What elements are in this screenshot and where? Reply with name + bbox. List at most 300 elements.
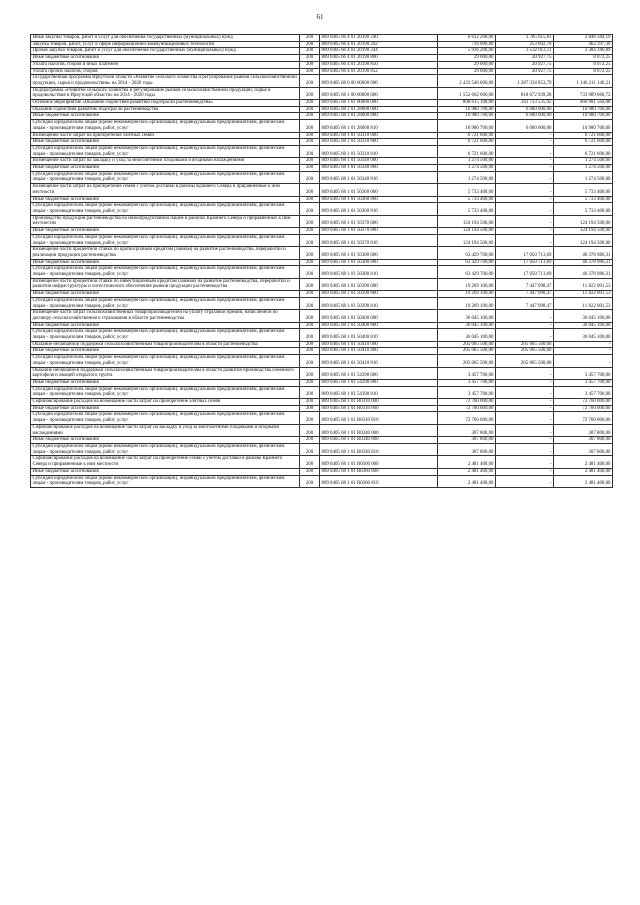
- approved-budget-cell: 72 760 000,00: [438, 399, 496, 406]
- line-code-cell: 200: [300, 456, 320, 468]
- line-code-cell: 200: [300, 234, 320, 246]
- expense-name-cell: Субсидии юридическим лицам (кроме некоммерческих организаций), индивидуальным предпринимателям, физическим лицам - производителям товаров, работ, услуг: [31, 203, 300, 215]
- expense-name-cell: Оказание содействия развитию подотрасли растениеводства: [31, 106, 300, 113]
- executed-amount-cell: 3 532 013,11: [496, 48, 554, 55]
- approved-budget-cell: 29 000,00: [438, 55, 496, 62]
- approved-budget-cell: 307 800,00: [438, 444, 496, 456]
- budget-execution-table: [30, 34, 613, 488]
- executed-amount-cell: -: [496, 412, 554, 424]
- table-row: [31, 48, 613, 55]
- approved-budget-cell: 3 457 700,00: [438, 379, 496, 386]
- budget-classification-code-cell: 809 0405 68 1 01 50370 800: [320, 228, 438, 235]
- approved-budget-cell: 29 000,00: [438, 61, 496, 68]
- expense-name-cell: Основное мероприятие «Оказание содействия развитию подотрасли растениеводства»: [31, 100, 300, 107]
- line-code-cell: 200: [300, 61, 320, 68]
- table-row: [31, 367, 613, 379]
- budget-classification-code-cell: 809 0405 68 1 01 R0340 000: [320, 424, 438, 436]
- executed-amount-cell: 20 927,75: [496, 55, 554, 62]
- table-row: [31, 184, 613, 196]
- table-row: [31, 379, 613, 386]
- executed-amount-cell: -: [496, 234, 554, 246]
- executed-amount-cell: 6 000 000,00: [496, 113, 554, 120]
- budget-classification-code-cell: 809 0405 68 1 01 50310 000: [320, 132, 438, 139]
- approved-budget-cell: 72 760 000,00: [438, 412, 496, 424]
- executed-amount-cell: -: [496, 437, 554, 444]
- expense-name-cell: Иные бюджетные ассигнования: [31, 437, 300, 444]
- budget-classification-code-cell: 809 0405 66 4 01 20190 852: [320, 68, 438, 75]
- executed-amount-cell: -: [496, 444, 554, 456]
- approved-budget-cell: 16 980 700,00: [438, 113, 496, 120]
- table-row: [31, 412, 613, 424]
- line-code-cell: 200: [300, 329, 320, 341]
- unexecuted-amount-cell: 6 721 600,00: [554, 132, 613, 139]
- executed-amount-cell: -: [496, 475, 554, 487]
- unexecuted-amount-cell: 2 481 400,00: [554, 468, 613, 475]
- table-row: [31, 132, 613, 139]
- approved-budget-cell: 5 733 400,00: [438, 203, 496, 215]
- expense-name-cell: Прочая закупка товаров, работ и услуг для обеспечения государственных (муниципальных) нужд: [31, 48, 300, 55]
- approved-budget-cell: 124 194 500,00: [438, 234, 496, 246]
- unexecuted-amount-cell: 46 378 986,31: [554, 247, 613, 259]
- approved-budget-cell: 307 800,00: [438, 437, 496, 444]
- table-row: [31, 266, 613, 278]
- executed-amount-cell: 6 000 000,00: [496, 120, 554, 132]
- expense-name-cell: Иные бюджетные ассигнования: [31, 228, 300, 235]
- budget-classification-code-cell: 809 0405 68 1 01 50310 810: [320, 145, 438, 157]
- expense-name-cell: Иные бюджетные ассигнования: [31, 322, 300, 329]
- table-row: [31, 165, 613, 172]
- table-row: [31, 75, 613, 87]
- budget-classification-code-cell: 809 0405 68 1 01 28000 800: [320, 113, 438, 120]
- table-row: [31, 297, 613, 309]
- executed-amount-cell: 205 065 500,00: [496, 348, 554, 355]
- table-row: [31, 322, 613, 329]
- page-number: 61: [316, 13, 324, 21]
- budget-classification-code-cell: 809 0405 68 1 01 54390 000: [320, 367, 438, 379]
- budget-classification-code-cell: 809 0405 68 1 01 54390 800: [320, 379, 438, 386]
- budget-classification-code-cell: 809 0405 68 1 01 50410 810: [320, 355, 438, 367]
- line-code-cell: 200: [300, 266, 320, 278]
- unexecuted-amount-cell: 2 481 400,00: [554, 475, 613, 487]
- unexecuted-amount-cell: 307 800,00: [554, 444, 613, 456]
- approved-budget-cell: 36 045 100,00: [438, 322, 496, 329]
- expense-name-cell: Подпрограмма «Развитие сельского хозяйства и регулирование рынков сельскохозяйственной продукции, сырья и продовольствия в Иркутской области» на 2014 - 2020 годы: [31, 87, 300, 99]
- table-row: [31, 259, 613, 266]
- table-row: [31, 399, 613, 406]
- budget-classification-code-cell: 809 0405 68 1 01 50410 000: [320, 341, 438, 348]
- line-code-cell: 200: [300, 120, 320, 132]
- approved-budget-cell: 6 721 600,00: [438, 139, 496, 146]
- unexecuted-amount-cell: 6 721 600,00: [554, 145, 613, 157]
- expense-name-cell: Субсидии юридическим лицам (кроме некоммерческих организаций), индивидуальным предпринимателям, физическим лицам - производителям товаров, работ, услуг: [31, 171, 300, 183]
- unexecuted-amount-cell: 11 822 001,53: [554, 278, 613, 290]
- expense-name-cell: Субсидии юридическим лицам (кроме некоммерческих организаций), индивидуальным предпринимателям, физическим лицам - производителям товаров, работ, услуг: [31, 444, 300, 456]
- expense-name-cell: Государственная программа Иркутской области «Развитие сельского хозяйства и регулирование рынков сельскохозяйственной продукции, сырья и продовольствия» на 2014 - 2020 годы: [31, 75, 300, 87]
- executed-amount-cell: 17 050 713,69: [496, 259, 554, 266]
- approved-budget-cell: 19 269 100,00: [438, 278, 496, 290]
- line-code-cell: 200: [300, 424, 320, 436]
- budget-classification-code-cell: 809 0405 68 1 01 50400 800: [320, 322, 438, 329]
- executed-amount-cell: -: [496, 329, 554, 341]
- expense-name-cell: Субсидии юридическим лицам (кроме некоммерческих организаций), индивидуальным предпринимателям, физическим лицам - производителям товаров, работ, услуг: [31, 297, 300, 309]
- line-code-cell: 200: [300, 35, 320, 42]
- expense-name-cell: Иные бюджетные ассигнования: [31, 113, 300, 120]
- budget-classification-code-cell: 809 0405 68 1 01 R0310 810: [320, 412, 438, 424]
- budget-classification-code-cell: 809 0405 68 1 01 50340 800: [320, 165, 438, 172]
- executed-amount-cell: 17 050 713,69: [496, 266, 554, 278]
- line-code-cell: 200: [300, 215, 320, 227]
- budget-classification-code-cell: 809 0405 68 1 01 R0340 810: [320, 444, 438, 456]
- line-code-cell: 200: [300, 348, 320, 355]
- approved-budget-cell: 808 615 100,00: [438, 100, 496, 107]
- expense-name-cell: Производство продукции растениеводства на низкопродуктивной пашне в районах Крайнего Севера и приравненных к ним местностях: [31, 215, 300, 227]
- executed-amount-cell: -: [496, 139, 554, 146]
- budget-classification-code-cell: 809 0405 68 1 01 50370 810: [320, 234, 438, 246]
- unexecuted-amount-cell: 72 760 000,00: [554, 412, 613, 424]
- unexecuted-amount-cell: 36 045 100,00: [554, 322, 613, 329]
- line-code-cell: 200: [300, 196, 320, 203]
- expense-name-cell: Иные бюджетные ассигнования: [31, 468, 300, 475]
- table-row: [31, 437, 613, 444]
- executed-amount-cell: -: [496, 379, 554, 386]
- expense-name-cell: Иные бюджетные ассигнования: [31, 291, 300, 298]
- unexecuted-amount-cell: 11 822 001,53: [554, 297, 613, 309]
- table-body: [31, 35, 613, 488]
- executed-amount-cell: -: [496, 132, 554, 139]
- unexecuted-amount-cell: 2 481 400,00: [554, 456, 613, 468]
- line-code-cell: 200: [300, 355, 320, 367]
- unexecuted-amount-cell: 36 045 100,00: [554, 310, 613, 322]
- approved-budget-cell: 307 800,00: [438, 424, 496, 436]
- unexecuted-amount-cell: -: [554, 355, 613, 367]
- budget-classification-code-cell: 809 0405 66 4 01 20190 800: [320, 55, 438, 62]
- table-row: [31, 113, 613, 120]
- unexecuted-amount-cell: 2 846 584,19: [554, 35, 613, 42]
- table-row: [31, 329, 613, 341]
- executed-amount-cell: -: [496, 405, 554, 412]
- line-code-cell: 200: [300, 379, 320, 386]
- table-row: [31, 456, 613, 468]
- line-code-cell: 200: [300, 247, 320, 259]
- executed-amount-cell: 7 447 098,47: [496, 297, 554, 309]
- table-row: [31, 35, 613, 42]
- budget-classification-code-cell: 809 0405 68 1 01 R0310 000: [320, 399, 438, 406]
- executed-amount-cell: -: [496, 424, 554, 436]
- table-row: [31, 234, 613, 246]
- executed-amount-cell: -: [496, 367, 554, 379]
- unexecuted-amount-cell: 3 457 700,00: [554, 367, 613, 379]
- expense-name-cell: Софинансирование расходов на возмещение части затрат на приобретение семян с учетом доставки в районы Крайнего Севера и приравненные к ним местности: [31, 456, 300, 468]
- unexecuted-amount-cell: 124 194 500,00: [554, 228, 613, 235]
- approved-budget-cell: 716 000,00: [438, 41, 496, 48]
- unexecuted-amount-cell: 10 980 700,00: [554, 106, 613, 113]
- approved-budget-cell: 205 065 500,00: [438, 355, 496, 367]
- line-code-cell: 200: [300, 228, 320, 235]
- budget-classification-code-cell: 809 0405 68 1 01 50340 810: [320, 171, 438, 183]
- unexecuted-amount-cell: -: [554, 348, 613, 355]
- table-row: [31, 310, 613, 322]
- unexecuted-amount-cell: -: [554, 341, 613, 348]
- line-code-cell: 200: [300, 132, 320, 139]
- line-code-cell: 200: [300, 475, 320, 487]
- line-code-cell: 200: [300, 87, 320, 99]
- table-row: [31, 215, 613, 227]
- line-code-cell: 200: [300, 412, 320, 424]
- line-code-cell: 200: [300, 437, 320, 444]
- table-row: [31, 468, 613, 475]
- expense-name-cell: Возмещение части процентной ставки по краткосрочным кредитам (займам) на развитие растениеводства, переработки и реализации продукции растениеводства: [31, 247, 300, 259]
- table-row: [31, 475, 613, 487]
- table-row: [31, 158, 613, 165]
- unexecuted-amount-cell: 3 457 700,00: [554, 386, 613, 398]
- approved-budget-cell: 5 733 400,00: [438, 184, 496, 196]
- approved-budget-cell: 63 429 700,00: [438, 266, 496, 278]
- line-code-cell: 200: [300, 68, 320, 75]
- line-code-cell: 200: [300, 171, 320, 183]
- budget-classification-code-cell: 809 0405 68 1 01 28000 810: [320, 120, 438, 132]
- budget-classification-code-cell: 809 0405 68 1 01 50360 800: [320, 196, 438, 203]
- expense-name-cell: Субсидии юридическим лицам (кроме некоммерческих организаций), индивидуальным предпринимателям, физическим лицам - производителям товаров, работ, услуг: [31, 145, 300, 157]
- unexecuted-amount-cell: 8 072,25: [554, 61, 613, 68]
- executed-amount-cell: 20 927,75: [496, 61, 554, 68]
- table-row: [31, 61, 613, 68]
- unexecuted-amount-cell: 11 822 001,53: [554, 291, 613, 298]
- approved-budget-cell: 2 481 400,00: [438, 468, 496, 475]
- budget-classification-code-cell: 809 0405 68 1 01 50400 000: [320, 310, 438, 322]
- table-row: [31, 348, 613, 355]
- executed-amount-cell: -: [496, 196, 554, 203]
- approved-budget-cell: 5 916 200,00: [438, 48, 496, 55]
- executed-amount-cell: 1 287 334 853,79: [496, 75, 554, 87]
- approved-budget-cell: 63 429 700,00: [438, 259, 496, 266]
- line-code-cell: 200: [300, 48, 320, 55]
- unexecuted-amount-cell: 1 274 500,00: [554, 165, 613, 172]
- budget-classification-code-cell: 809 0405 68 1 01 00000 000: [320, 100, 438, 107]
- approved-budget-cell: 63 429 700,00: [438, 247, 496, 259]
- line-code-cell: 200: [300, 291, 320, 298]
- approved-budget-cell: 1 552 662 600,00: [438, 87, 496, 99]
- line-code-cell: 200: [300, 203, 320, 215]
- expense-name-cell: Уплата налогов, сборов и иных платежей: [31, 61, 300, 68]
- expense-name-cell: Софинансирование расходов на возмещение части затрат на приобретение элитных семян: [31, 399, 300, 406]
- table-row: [31, 291, 613, 298]
- budget-classification-code-cell: 809 0405 66 4 01 20190 240: [320, 35, 438, 42]
- table-row: [31, 228, 613, 235]
- approved-budget-cell: 19 269 100,00: [438, 291, 496, 298]
- executed-amount-cell: 20 927,75: [496, 68, 554, 75]
- approved-budget-cell: 124 194 500,00: [438, 215, 496, 227]
- budget-classification-code-cell: 809 0405 68 1 01 54390 810: [320, 386, 438, 398]
- executed-amount-cell: 205 065 500,00: [496, 355, 554, 367]
- approved-budget-cell: 1 274 500,00: [438, 171, 496, 183]
- executed-amount-cell: -: [496, 399, 554, 406]
- expense-name-cell: Субсидии юридическим лицам (кроме некоммерческих организаций), индивидуальным предпринимателям, физическим лицам - производителям товаров, работ, услуг: [31, 355, 300, 367]
- approved-budget-cell: 1 274 500,00: [438, 158, 496, 165]
- budget-classification-code-cell: 809 0405 68 1 01 R0360 000: [320, 456, 438, 468]
- approved-budget-cell: 16 980 700,00: [438, 106, 496, 113]
- executed-amount-cell: 6 000 000,00: [496, 106, 554, 113]
- budget-classification-code-cell: 809 0405 68 1 01 50380 000: [320, 247, 438, 259]
- executed-amount-cell: -: [496, 468, 554, 475]
- expense-name-cell: Иные бюджетные ассигнования: [31, 139, 300, 146]
- budget-classification-code-cell: 809 0405 68 1 01 50310 800: [320, 139, 438, 146]
- line-code-cell: 200: [300, 310, 320, 322]
- budget-classification-code-cell: 809 0405 68 1 01 50360 810: [320, 203, 438, 215]
- expense-name-cell: Иные бюджетные ассигнования: [31, 405, 300, 412]
- line-code-cell: 200: [300, 106, 320, 113]
- unexecuted-amount-cell: 307 800,00: [554, 424, 613, 436]
- table-row: [31, 55, 613, 62]
- table-row: [31, 444, 613, 456]
- expense-name-cell: Иные бюджетные ассигнования: [31, 259, 300, 266]
- expense-name-cell: Закупка товаров, работ, услуг в сфере информационно-коммуникационных технологий: [31, 41, 300, 48]
- executed-amount-cell: 341 713 535,92: [496, 100, 554, 107]
- budget-classification-code-cell: 809 0405 68 1 01 50390 800: [320, 291, 438, 298]
- expense-name-cell: Субсидии юридическим лицам (кроме некоммерческих организаций), индивидуальным предпринимателям, физическим лицам - производителям товаров, работ, услуг: [31, 475, 300, 487]
- unexecuted-amount-cell: 124 194 500,00: [554, 215, 613, 227]
- executed-amount-cell: 205 065 500,00: [496, 341, 554, 348]
- executed-amount-cell: -: [496, 171, 554, 183]
- line-code-cell: 200: [300, 184, 320, 196]
- line-code-cell: 200: [300, 41, 320, 48]
- expense-name-cell: Софинансирование расходов на возмещение части затрат на закладку и уход за многолетними плодовыми и ягодными насаждениями: [31, 424, 300, 436]
- budget-classification-code-cell: 809 0405 68 1 01 50400 810: [320, 329, 438, 341]
- executed-amount-cell: -: [496, 165, 554, 172]
- unexecuted-amount-cell: 5 733 400,00: [554, 196, 613, 203]
- approved-budget-cell: 205 065 500,00: [438, 348, 496, 355]
- executed-amount-cell: -: [496, 228, 554, 235]
- expense-name-cell: Иные закупки товаров, работ и услуг для обеспечения государственных (муниципальных) нужд: [31, 35, 300, 42]
- budget-classification-code-cell: 809 0405 68 1 01 R0340 800: [320, 437, 438, 444]
- executed-amount-cell: 818 672 939,28: [496, 87, 554, 99]
- approved-budget-cell: 1 274 500,00: [438, 165, 496, 172]
- unexecuted-amount-cell: 1 146 211 146,21: [554, 75, 613, 87]
- approved-budget-cell: 5 733 400,00: [438, 196, 496, 203]
- table-row: [31, 68, 613, 75]
- expense-name-cell: Субсидии юридическим лицам (кроме некоммерческих организаций), индивидуальным предпринимателям, физическим лицам - производителям товаров, работ, услуг: [31, 234, 300, 246]
- line-code-cell: 200: [300, 444, 320, 456]
- approved-budget-cell: 72 760 000,00: [438, 405, 496, 412]
- line-code-cell: 200: [300, 405, 320, 412]
- budget-classification-code-cell: 809 0405 68 1 01 50380 810: [320, 266, 438, 278]
- executed-amount-cell: -: [496, 145, 554, 157]
- line-code-cell: 200: [300, 139, 320, 146]
- executed-amount-cell: -: [496, 386, 554, 398]
- approved-budget-cell: 6 721 600,00: [438, 132, 496, 139]
- table-row: [31, 100, 613, 107]
- table-row: [31, 203, 613, 215]
- approved-budget-cell: 3 457 700,00: [438, 386, 496, 398]
- unexecuted-amount-cell: 72 760 000,00: [554, 405, 613, 412]
- executed-amount-cell: -: [496, 203, 554, 215]
- approved-budget-cell: 6 721 600,00: [438, 145, 496, 157]
- budget-classification-code-cell: 809 0405 68 1 01 R0360 810: [320, 475, 438, 487]
- budget-classification-code-cell: 809 0405 66 4 01 20190 244: [320, 48, 438, 55]
- expense-name-cell: Иные бюджетные ассигнования: [31, 379, 300, 386]
- table-row: [31, 341, 613, 348]
- line-code-cell: 200: [300, 145, 320, 157]
- unexecuted-amount-cell: 10 980 700,00: [554, 120, 613, 132]
- unexecuted-amount-cell: 72 760 000,00: [554, 399, 613, 406]
- approved-budget-cell: 19 269 100,00: [438, 297, 496, 309]
- expense-name-cell: Субсидии юридическим лицам (кроме некоммерческих организаций), индивидуальным предпринимателям, физическим лицам - производителям товаров, работ, услуг: [31, 266, 300, 278]
- unexecuted-amount-cell: 5 733 400,00: [554, 184, 613, 196]
- line-code-cell: 200: [300, 55, 320, 62]
- unexecuted-amount-cell: 3 457 700,00: [554, 379, 613, 386]
- budget-classification-code-cell: 809 0405 68 1 01 50390 000: [320, 278, 438, 290]
- expense-name-cell: Иные бюджетные ассигнования: [31, 348, 300, 355]
- approved-budget-cell: 16 980 700,00: [438, 120, 496, 132]
- expense-name-cell: Оказание несвязанной поддержки сельскохозяйственным товаропроизводителям в области развития производства семенного картофеля и овощей открытого грунта: [31, 367, 300, 379]
- line-code-cell: 200: [300, 113, 320, 120]
- expense-name-cell: Иные бюджетные ассигнования: [31, 196, 300, 203]
- budget-classification-code-cell: 809 0405 66 4 01 20190 850: [320, 61, 438, 68]
- budget-classification-code-cell: 809 0405 68 0 00 00000 000: [320, 75, 438, 87]
- expense-name-cell: Субсидии юридическим лицам (кроме некоммерческих организаций), индивидуальным предпринимателям, физическим лицам - производителям товаров, работ, услуг: [31, 386, 300, 398]
- unexecuted-amount-cell: 36 045 100,00: [554, 329, 613, 341]
- executed-amount-cell: -: [496, 184, 554, 196]
- unexecuted-amount-cell: 2 384 186,89: [554, 48, 613, 55]
- expense-name-cell: Возмещение части затрат на закладку и уход за многолетними плодовыми и ягодными насаждениями: [31, 158, 300, 165]
- table-row: [31, 120, 613, 132]
- table-row: [31, 196, 613, 203]
- unexecuted-amount-cell: 124 194 500,00: [554, 234, 613, 246]
- table-row: [31, 405, 613, 412]
- table-row: [31, 139, 613, 146]
- line-code-cell: 200: [300, 297, 320, 309]
- approved-budget-cell: 36 045 100,00: [438, 329, 496, 341]
- table-row: [31, 41, 613, 48]
- unexecuted-amount-cell: 6 721 600,00: [554, 139, 613, 146]
- budget-classification-code-cell: 809 0405 68 1 01 50410 800: [320, 348, 438, 355]
- expense-name-cell: Иные бюджетные ассигнования: [31, 165, 300, 172]
- expense-name-cell: Субсидии юридическим лицам (кроме некоммерческих организаций), индивидуальным предпринимателям, физическим лицам - производителям товаров, работ, услуг: [31, 120, 300, 132]
- table-row: [31, 87, 613, 99]
- budget-classification-code-cell: 809 0405 68 1 01 R0310 800: [320, 405, 438, 412]
- table-row: [31, 106, 613, 113]
- unexecuted-amount-cell: 462 397,30: [554, 41, 613, 48]
- executed-amount-cell: -: [496, 322, 554, 329]
- line-code-cell: 200: [300, 278, 320, 290]
- unexecuted-amount-cell: 5 733 400,00: [554, 203, 613, 215]
- expense-name-cell: Возмещение части затрат на приобретение элитных семян: [31, 132, 300, 139]
- executed-amount-cell: -: [496, 215, 554, 227]
- budget-classification-code-cell: 809 0405 68 1 01 50390 810: [320, 297, 438, 309]
- budget-classification-code-cell: 809 0405 68 1 01 50340 000: [320, 158, 438, 165]
- unexecuted-amount-cell: 1 274 500,00: [554, 158, 613, 165]
- executed-amount-cell: 17 050 713,69: [496, 247, 554, 259]
- table-row: [31, 278, 613, 290]
- budget-classification-code-cell: 809 0405 68 1 01 50360 000: [320, 184, 438, 196]
- approved-budget-cell: 3 457 700,00: [438, 367, 496, 379]
- executed-amount-cell: 7 447 098,47: [496, 278, 554, 290]
- unexecuted-amount-cell: 46 378 986,31: [554, 259, 613, 266]
- budget-classification-code-cell: 809 0405 66 4 01 20190 242: [320, 41, 438, 48]
- executed-amount-cell: -: [496, 310, 554, 322]
- expense-name-cell: Оказание несвязанной поддержки сельскохозяйственным товаропроизводителям в области растениеводства: [31, 341, 300, 348]
- unexecuted-amount-cell: 46 378 986,31: [554, 266, 613, 278]
- line-code-cell: 200: [300, 322, 320, 329]
- budget-classification-code-cell: 809 0405 68 1 01 28000 000: [320, 106, 438, 113]
- approved-budget-cell: 205 065 500,00: [438, 341, 496, 348]
- expense-name-cell: Возмещение части процентной ставки по инвестиционным кредитам (займам) на развитие растениеводства, переработки и развития инфраструктуры и логистического обеспечения рынков продукции растениеводства: [31, 278, 300, 290]
- budget-classification-code-cell: 809 0405 68 1 01 50370 000: [320, 215, 438, 227]
- executed-amount-cell: 253 602,70: [496, 41, 554, 48]
- approved-budget-cell: 2 433 546 000,00: [438, 75, 496, 87]
- approved-budget-cell: 29 000,00: [438, 68, 496, 75]
- expense-name-cell: Возмещение части затрат сельскохозяйственных товаропроизводителей на уплату страховой премии, начисленной по договору сельскохозяйственного страхования в области растениеводства: [31, 310, 300, 322]
- table-row: [31, 171, 613, 183]
